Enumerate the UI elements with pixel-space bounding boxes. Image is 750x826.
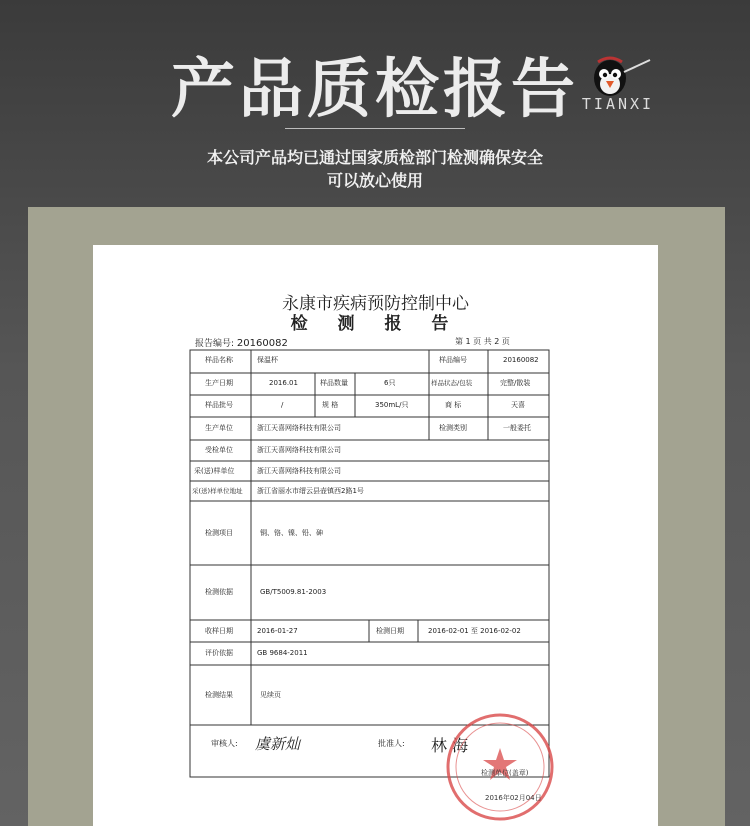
basis-value: GB/T5009.81-2003 bbox=[260, 588, 327, 596]
stamp-org-text: 检测单位(盖章) bbox=[481, 769, 529, 777]
prod-date-value: 2016.01 bbox=[269, 379, 298, 387]
eval-label: 评价依据 bbox=[205, 649, 233, 657]
spec-value: 350mL/只 bbox=[375, 401, 409, 409]
received-value: 2016-01-27 bbox=[257, 627, 298, 635]
state-value: 完整/散装 bbox=[500, 379, 531, 387]
sample-name-label: 样品名称 bbox=[205, 356, 233, 364]
page-title: 产品质检报告 bbox=[171, 53, 579, 127]
batch-label: 样品批号 bbox=[205, 401, 233, 409]
doc-title: 检 测 报 告 bbox=[290, 314, 461, 334]
page-info: 第 1 页 共 2 页 bbox=[455, 337, 510, 346]
basis-label: 检测依据 bbox=[205, 588, 233, 596]
subtitle-line-2: 可以放心使用 bbox=[326, 171, 423, 190]
test-type-label: 检测类别 bbox=[439, 424, 467, 432]
sample-no-label: 样品编号 bbox=[439, 356, 467, 364]
received-label: 收样日期 bbox=[205, 627, 233, 635]
state-label: 样品状态/包装 bbox=[431, 379, 473, 387]
reviewer-signature: 虞新灿 bbox=[255, 735, 301, 753]
eval-value: GB 9684-2011 bbox=[257, 649, 308, 657]
brand-label: 商 标 bbox=[445, 401, 462, 409]
qty-value: 6只 bbox=[384, 379, 396, 387]
approver-label: 批准人: bbox=[378, 739, 405, 748]
producer-label: 生产单位 bbox=[205, 424, 233, 432]
client-label: 受检单位 bbox=[205, 446, 233, 454]
report-number-value: 20160082 bbox=[236, 338, 288, 349]
sampler-label: 采(送)样单位 bbox=[194, 467, 235, 475]
client-value: 浙江天喜网络科技有限公司 bbox=[257, 446, 341, 454]
test-date-label: 检测日期 bbox=[376, 627, 404, 635]
test-date-value: 2016-02-01 至 2016-02-02 bbox=[428, 627, 521, 635]
subtitle-line-1: 本公司产品均已通过国家质检部门检测确保安全 bbox=[206, 148, 543, 167]
result-value: 见续页 bbox=[260, 691, 281, 699]
qty-label: 样品数量 bbox=[320, 379, 348, 387]
report-document bbox=[93, 245, 658, 826]
result-label: 检测结果 bbox=[205, 691, 233, 699]
sample-name-value: 保温杯 bbox=[257, 356, 278, 364]
reviewer-label: 审核人: bbox=[211, 739, 238, 748]
prod-date-label: 生产日期 bbox=[205, 379, 233, 387]
address-value: 浙江省丽水市缙云县壶镇西2路1号 bbox=[257, 487, 364, 495]
report-table-grid bbox=[93, 245, 658, 826]
stamp-date-text: 2016年02月04日 bbox=[485, 794, 542, 802]
test-type-value: 一般委托 bbox=[503, 424, 531, 432]
items-label: 检测项目 bbox=[205, 529, 233, 537]
brand-value: 天喜 bbox=[511, 401, 525, 409]
items-value: 铜、铬、镍、铅、砷 bbox=[260, 529, 323, 537]
batch-value: / bbox=[281, 401, 284, 409]
report-number-label: 报告编号: bbox=[195, 339, 235, 349]
approver-signature: 林 海 bbox=[431, 736, 469, 755]
sampler-value: 浙江天喜网络科技有限公司 bbox=[257, 467, 341, 475]
org-title: 永康市疾病预防控制中心 bbox=[282, 294, 469, 314]
sample-no-value: 20160082 bbox=[503, 356, 539, 364]
title-divider bbox=[285, 128, 465, 129]
address-label: 采(送)样单位地址 bbox=[192, 487, 243, 495]
spec-label: 规 格 bbox=[322, 401, 339, 409]
producer-value: 浙江天喜网络科技有限公司 bbox=[257, 424, 341, 432]
logo-text: TIANXI bbox=[581, 95, 655, 113]
